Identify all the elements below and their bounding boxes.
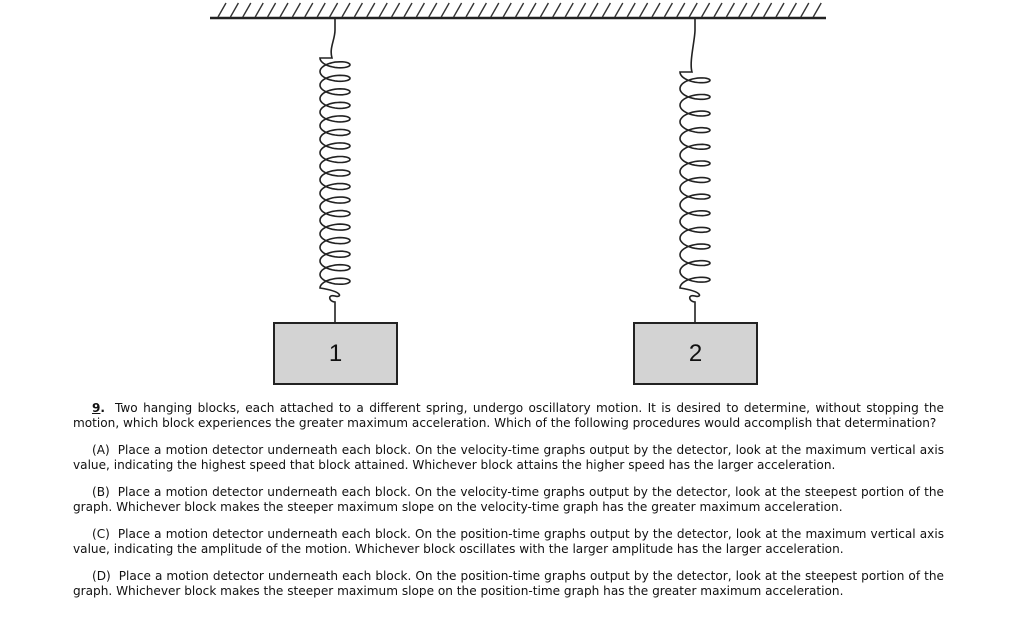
ceiling-hatch	[565, 3, 573, 17]
ceiling-hatch	[416, 3, 424, 17]
ceiling-hatch	[243, 3, 251, 17]
block-1-label: 1	[328, 340, 343, 367]
ceiling-hatch	[342, 3, 350, 17]
spring-2-coil	[680, 18, 710, 323]
block-2	[634, 323, 757, 384]
ceiling-hatch	[255, 3, 263, 17]
ceiling-hatch	[466, 3, 474, 17]
ceiling-hatch	[590, 3, 598, 17]
ceiling-hatch	[764, 3, 772, 17]
ceiling-hatch	[491, 3, 499, 17]
option-c-letter: (C)	[92, 527, 110, 541]
option-a-text: Place a motion detector underneath each block. On the velocity-time graphs output by the detector, look at the maximum vertical axis value, indicating the highest speed that block attained. Whichever block attains the higher speed has the larger acceleration.	[73, 443, 944, 472]
ceiling-hatch	[540, 3, 548, 17]
ceiling-hatch	[404, 3, 412, 17]
ceiling-hatch	[280, 3, 288, 17]
ceiling-hatch	[478, 3, 486, 17]
option-c	[73, 527, 944, 557]
ceiling-hatch	[578, 3, 586, 17]
ceiling	[210, 3, 826, 18]
ceiling-hatch	[354, 3, 362, 17]
ceiling-hatch	[664, 3, 672, 17]
ceiling-hatch	[677, 3, 685, 17]
ceiling-hatch	[739, 3, 747, 17]
ceiling-hatch	[553, 3, 561, 17]
ceiling-hatch	[454, 3, 462, 17]
ceiling-hatch	[528, 3, 536, 17]
ceiling-hatch	[627, 3, 635, 17]
ceiling-hatch	[429, 3, 437, 17]
ceiling-hatch	[801, 3, 809, 17]
ceiling-hatch	[602, 3, 610, 17]
ceiling-hatch	[268, 3, 276, 17]
option-a-letter: (A)	[92, 443, 110, 457]
ceiling-hatch	[615, 3, 623, 17]
ceiling-hatch	[652, 3, 660, 17]
spring-1	[320, 18, 350, 323]
ceiling-hatch	[813, 3, 821, 17]
ceiling-hatch	[516, 3, 524, 17]
ceiling-hatch	[702, 3, 710, 17]
block-1	[274, 323, 397, 384]
spring-2	[680, 18, 710, 323]
option-b	[73, 485, 944, 515]
spring-1-coil	[320, 18, 350, 323]
option-d-text: Place a motion detector underneath each block. On the position-time graphs output by the detector, look at the steepest portion of the graph. Whichever block makes the steeper maximum slope on the position-time graph has the greater maximum acceleration.	[73, 569, 944, 598]
ceiling-hatch	[330, 3, 338, 17]
ceiling-hatch	[230, 3, 238, 17]
option-d	[73, 569, 944, 599]
ceiling-hatch	[726, 3, 734, 17]
question-stem-text: Two hanging blocks, each attached to a different spring, undergo oscillatory motion. It is desired to determine, without stopping the motion, which block experiences the greater maximum acceleration. Which of the following procedures would accomplish that determination?	[73, 401, 944, 430]
ceiling-hatch	[441, 3, 449, 17]
ceiling-hatch	[218, 3, 226, 17]
ceiling-hatch	[788, 3, 796, 17]
ceiling-hatch	[640, 3, 648, 17]
question-number: 9	[92, 401, 101, 415]
ceiling-hatch	[689, 3, 697, 17]
ceiling-hatch	[503, 3, 511, 17]
ceiling-hatch	[751, 3, 759, 17]
option-b-text: Place a motion detector underneath each block. On the velocity-time graphs output by the detector, look at the steepest portion of the graph. Whichever block makes the steeper maximum slope on the velocity-time graph has the greater maximum acceleration.	[73, 485, 944, 514]
option-c-text: Place a motion detector underneath each block. On the position-time graphs output by the detector, look at the maximum vertical axis value, indicating the amplitude of the motion. Whichever block oscillates with the larger amplitude has the larger acceleration.	[73, 527, 944, 556]
ceiling-hatch	[714, 3, 722, 17]
option-b-letter: (B)	[92, 485, 110, 499]
ceiling-hatch	[776, 3, 784, 17]
ceiling-hatch	[379, 3, 387, 17]
ceiling-hatch	[317, 3, 325, 17]
block-2-label: 2	[688, 340, 703, 367]
option-d-letter: (D)	[92, 569, 111, 583]
ceiling-hatch	[292, 3, 300, 17]
question-stem: 9. Two hanging blocks, each attached to a different spring, undergo oscillatory motion. It is desired to determine, without stopping the motion, which block experiences the greater maximum acceleration. Which of the following procedures would accomplish that determination?	[73, 401, 944, 430]
question-9	[73, 401, 944, 599]
ceiling-hatching	[218, 3, 821, 17]
option-a	[73, 443, 944, 473]
ceiling-hatch	[392, 3, 400, 17]
ceiling-hatch	[305, 3, 313, 17]
ceiling-hatch	[367, 3, 375, 17]
